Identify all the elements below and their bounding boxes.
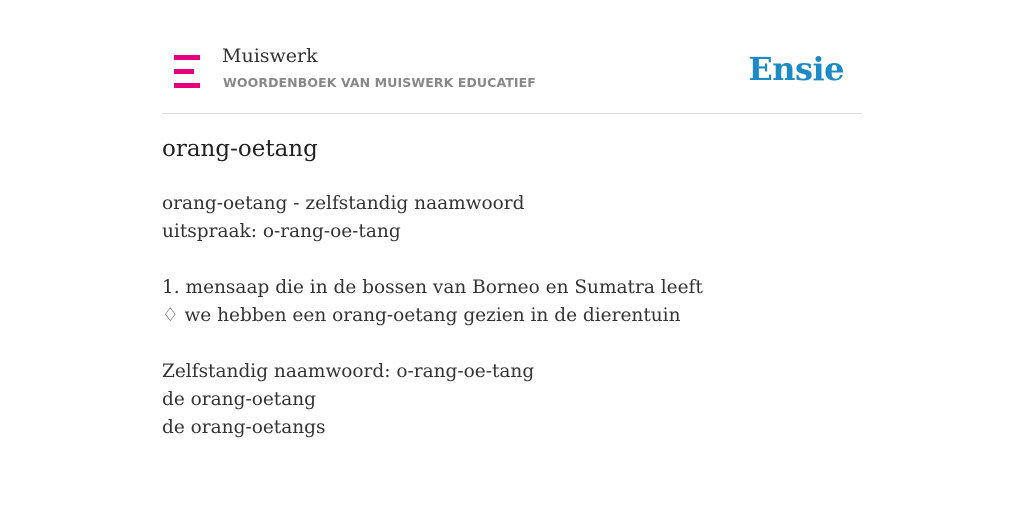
page-title: orang-oetang xyxy=(162,136,318,162)
logo-bar-bottom xyxy=(174,83,200,88)
muiswerk-logo[interactable] xyxy=(174,55,200,88)
page-header xyxy=(162,40,862,114)
spacer xyxy=(162,330,862,358)
logo-bar-middle xyxy=(174,69,194,74)
meaning-line: 1. mensaap die in de bossen van Borneo en Sumatra leeft xyxy=(162,277,703,298)
entry-content xyxy=(162,190,862,442)
ensie-logo-link[interactable]: Ensie xyxy=(748,50,844,88)
plural-form: de orang-oetangs xyxy=(162,417,326,438)
brand-subtitle: WOORDENBOEK VAN MUISWERK EDUCATIEF xyxy=(223,75,536,90)
pronunciation-line: uitspraak: o-rang-oe-tang xyxy=(162,221,401,242)
brand-name[interactable]: Muiswerk xyxy=(222,45,318,67)
logo-bar-top xyxy=(174,55,200,60)
example-line: ♢ we hebben een orang-oetang gezien in de dierentuin xyxy=(162,305,681,326)
spacer xyxy=(162,246,862,274)
inflection-heading: Zelfstandig naamwoord: o-rang-oe-tang xyxy=(162,361,535,382)
singular-form: de orang-oetang xyxy=(162,389,316,410)
word-type-line: orang-oetang - zelfstandig naamwoord xyxy=(162,193,525,214)
